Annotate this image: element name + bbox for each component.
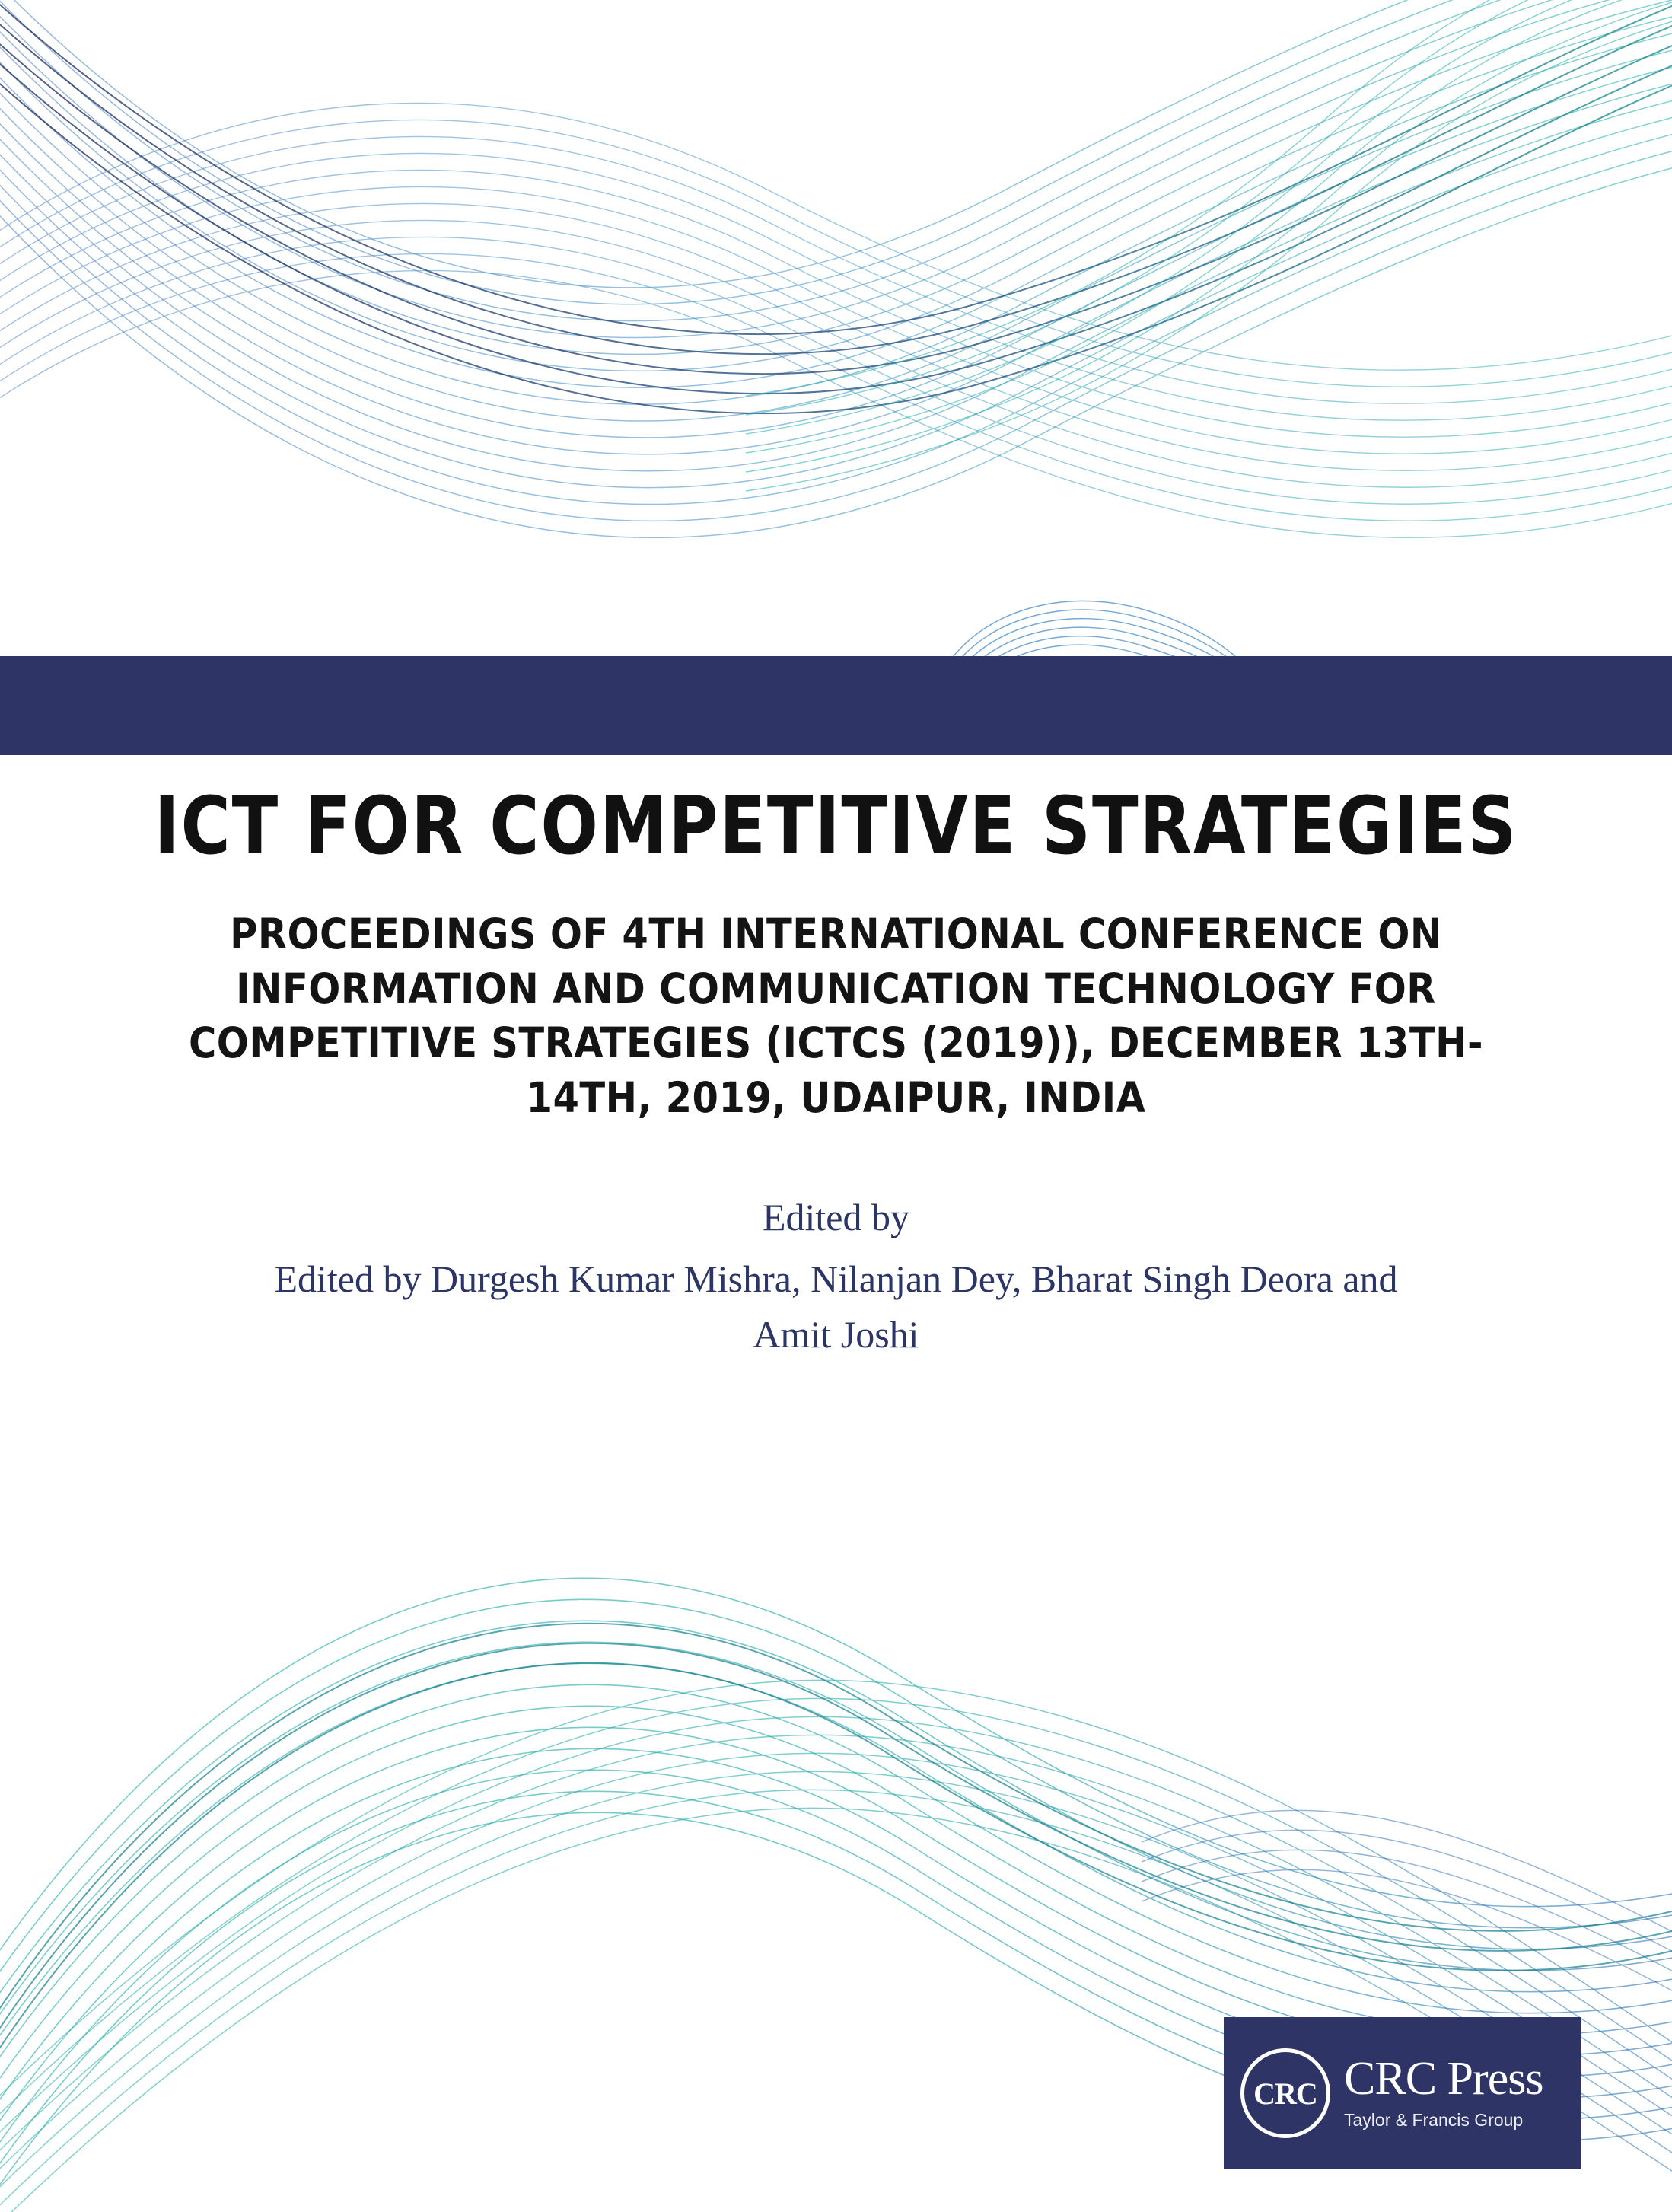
publisher-group: Taylor & Francis Group xyxy=(1344,2110,1524,2131)
cover-text-block xyxy=(0,779,1672,1362)
crc-roundel-icon xyxy=(1240,2048,1330,2138)
publisher-logo xyxy=(1224,2017,1581,2169)
editors-names: Edited by Durgesh Kumar Mishra, Nilanjan Dey, Bharat Singh Deora and Amit Joshi xyxy=(274,1257,1398,1356)
editors-block xyxy=(0,1190,1672,1362)
crc-roundel-label: CRC xyxy=(1253,2076,1317,2111)
publisher-name: CRC Press xyxy=(1344,2053,1543,2105)
edited-by-label: Edited by xyxy=(762,1196,910,1239)
page-subtitle: PROCEEDINGS OF 4TH INTERNATIONAL CONFERENCE ON INFORMATION AND COMMUNICATION TECHNOLOGY FOR COMPETITIVE STRATEGIES (ICTCS (2019)), DECEMBER 13TH-14TH, 2019, UDAIPUR, INDIA xyxy=(188,910,1484,1122)
publisher-text xyxy=(1344,2055,1543,2131)
page-title: ICT FOR COMPETITIVE STRATEGIES xyxy=(154,779,1518,872)
navy-band-divider xyxy=(0,656,1672,755)
